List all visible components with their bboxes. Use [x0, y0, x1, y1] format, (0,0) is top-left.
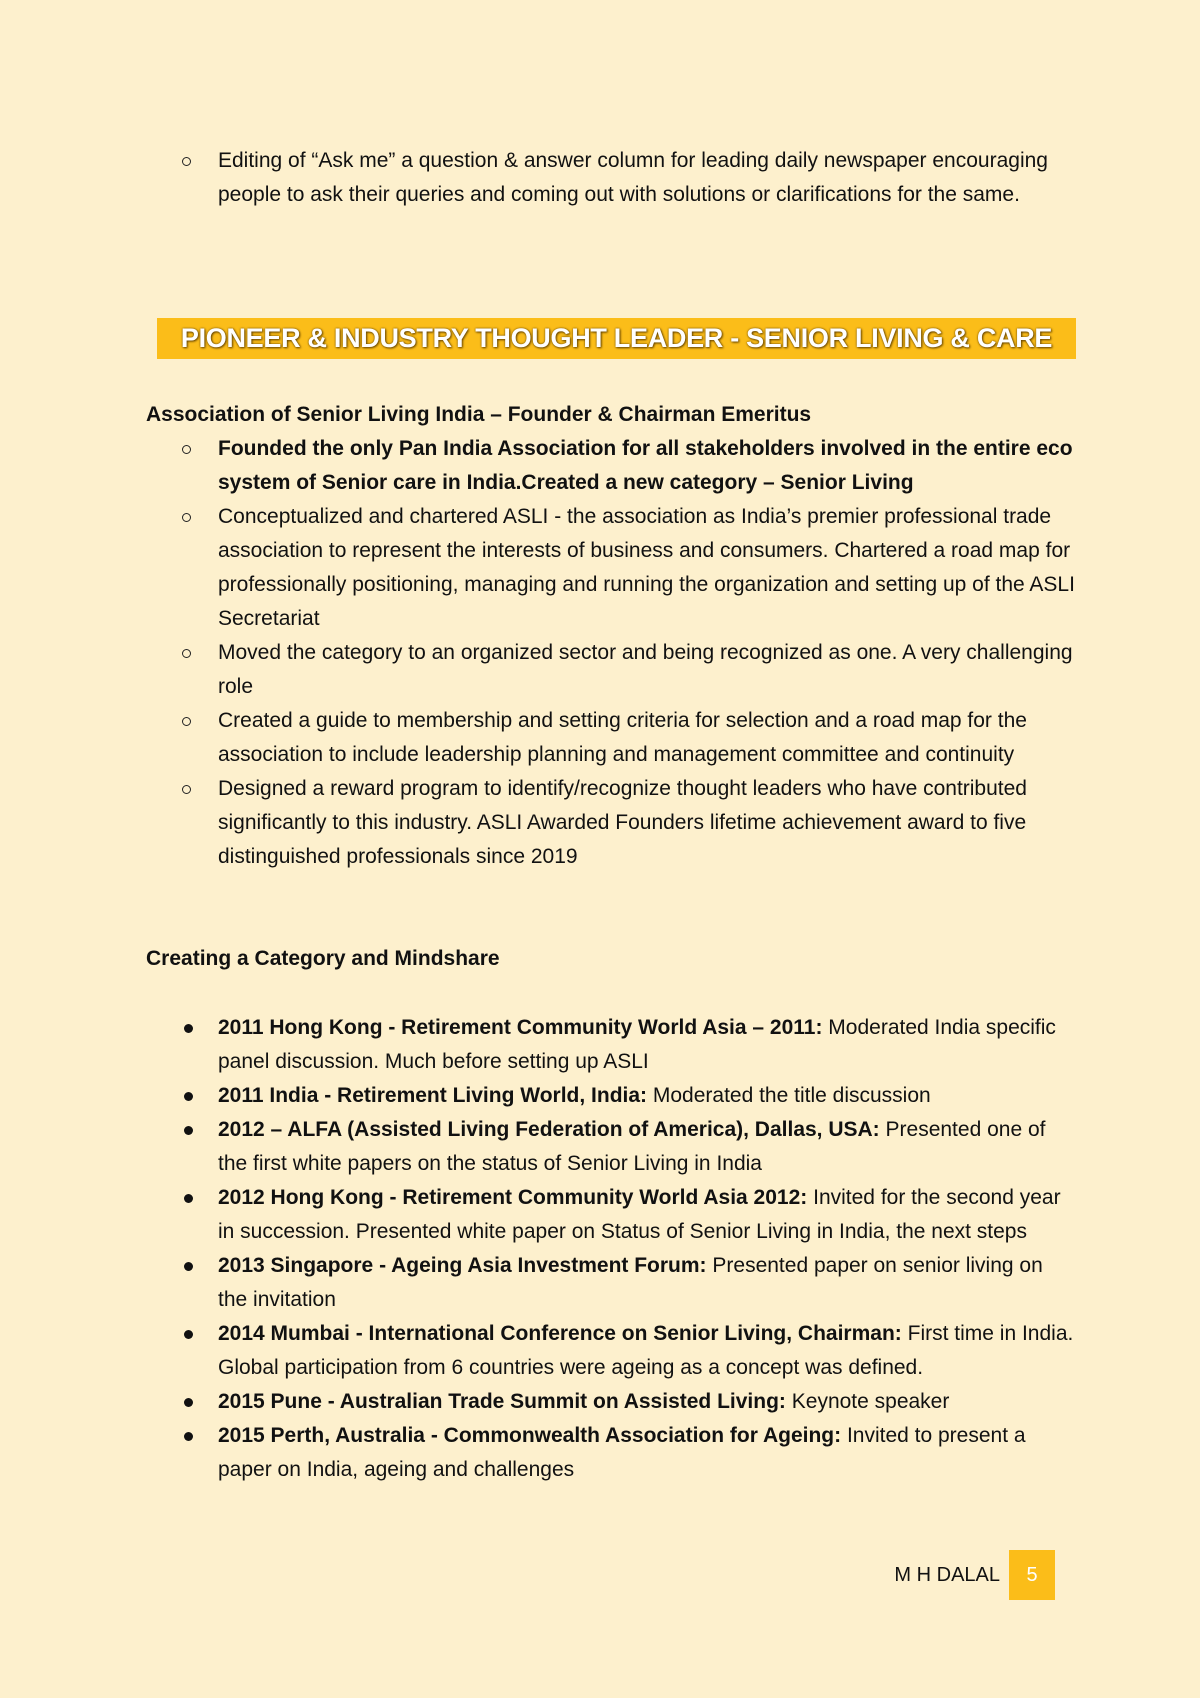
list-item [146, 1113, 1076, 1181]
event-description: Keynote speaker [785, 1390, 950, 1413]
bullet-icon [184, 1432, 193, 1441]
circle-bullet-icon [182, 445, 191, 454]
list-item [146, 1419, 1076, 1487]
list-item-text: Created a guide to membership and setting criteria for selection and a road map for the association to include leadership planning and management committee and continuity [218, 709, 1027, 766]
event-title: 2011 Hong Kong - Retirement Community World Asia – 2011: [218, 1016, 823, 1039]
event-title: 2011 India - Retirement Living World, India: [218, 1084, 648, 1107]
list-item [146, 636, 1076, 704]
circle-bullet-icon [182, 717, 191, 726]
event-title: 2012 – ALFA (Assisted Living Federation of America), Dallas, USA: [218, 1118, 880, 1141]
asli-list [146, 432, 1076, 874]
list-item [146, 704, 1076, 772]
list-item [146, 500, 1076, 636]
event-description: Presented one of the first white papers on the status of Senior Living in India [218, 1118, 1046, 1175]
intro-list [146, 144, 1066, 212]
bullet-icon [184, 1398, 193, 1407]
circle-bullet-icon [182, 157, 191, 166]
event-description: First time in India. Global participation from 6 countries were ageing as a concept was defined. [218, 1322, 1074, 1379]
events-list [146, 1011, 1076, 1487]
event-title: 2014 Mumbai - International Conference on Senior Living, Chairman: [218, 1322, 902, 1345]
bullet-icon [184, 1126, 193, 1135]
list-item-text: Founded the only Pan India Association for all stakeholders involved in the entire eco system of Senior care in India.Created a new category – Senior Living [218, 437, 1073, 494]
event-title: 2015 Perth, Australia - Commonwealth Association for Ageing: [218, 1424, 842, 1447]
list-item-text: Conceptualized and chartered ASLI - the association as India’s premier professional trade association to represent the interests of business and consumers. Chartered a road map for professionally positioning, managing and running the organization and setting up of the ASLI Secretariat [218, 505, 1075, 630]
list-item [146, 1317, 1076, 1385]
page-number: 5 [1009, 1550, 1055, 1600]
circle-bullet-icon [182, 785, 191, 794]
event-description: Moderated the title discussion [647, 1084, 931, 1107]
list-item [146, 1385, 1076, 1419]
list-item [146, 144, 1066, 212]
bullet-icon [184, 1262, 193, 1271]
event-description: Presented paper on senior living on the invitation [218, 1254, 1043, 1311]
list-item [146, 432, 1076, 500]
category-heading: Creating a Category and Mindshare [146, 947, 500, 970]
bullet-icon [184, 1194, 193, 1203]
event-description: Invited to present a paper on India, ageing and challenges [218, 1424, 1026, 1481]
footer-author: M H DALAL [894, 1564, 1000, 1586]
circle-bullet-icon [182, 649, 191, 658]
event-description: Invited for the second year in succession. Presented white paper on Status of Senior Living in India, the next steps [218, 1186, 1061, 1243]
event-title: 2015 Pune - Australian Trade Summit on Assisted Living: [218, 1390, 786, 1413]
event-title: 2012 Hong Kong - Retirement Community World Asia 2012: [218, 1186, 808, 1209]
list-item [146, 1181, 1076, 1249]
list-item [146, 1249, 1076, 1317]
bullet-icon [184, 1092, 193, 1101]
list-item-text: Designed a reward program to identify/recognize thought leaders who have contributed significantly to this industry. ASLI Awarded Founders lifetime achievement award to five distinguished professionals since 2019 [218, 777, 1027, 868]
event-title: 2013 Singapore - Ageing Asia Investment Forum: [218, 1254, 707, 1277]
list-item [146, 772, 1076, 874]
list-item [146, 1011, 1076, 1079]
list-item [146, 1079, 1076, 1113]
event-description: Moderated India specific panel discussion. Much before setting up ASLI [218, 1016, 1056, 1073]
circle-bullet-icon [182, 513, 191, 522]
section-banner: PIONEER & INDUSTRY THOUGHT LEADER - SENIOR LIVING & CARE [157, 318, 1076, 359]
asli-heading: Association of Senior Living India – Founder & Chairman Emeritus [146, 403, 812, 426]
bullet-icon [184, 1330, 193, 1339]
bullet-icon [184, 1024, 193, 1033]
list-item-text: Editing of “Ask me” a question & answer column for leading daily newspaper encouraging people to ask their queries and coming out with solutions or clarifications for the same. [218, 149, 1048, 206]
list-item-text: Moved the category to an organized sector and being recognized as one. A very challenging role [218, 641, 1073, 698]
